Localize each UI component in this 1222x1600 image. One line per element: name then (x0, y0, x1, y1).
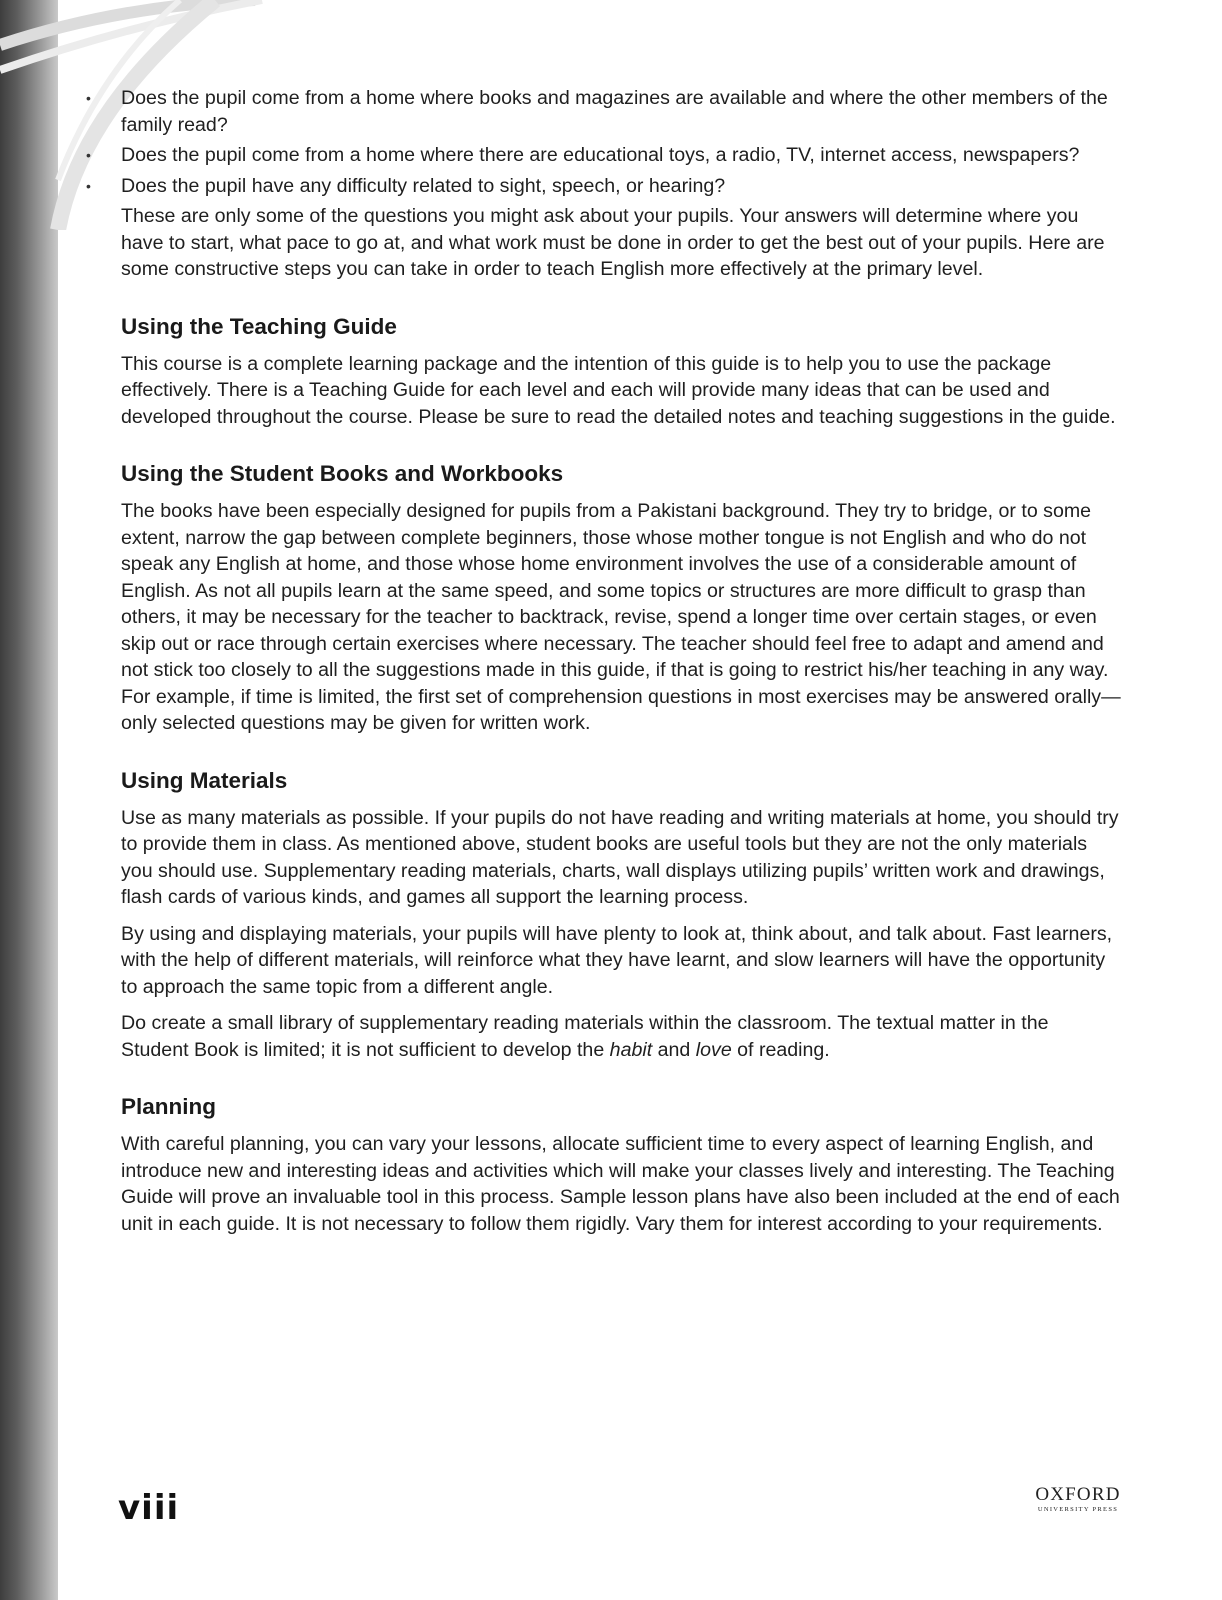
paragraph: Use as many materials as possible. If your pupils do not have reading and writing materials at home, you should try to provide them in class. As mentioned above, student books are useful tools but they are not the only materials you should use. Supplementary reading materials, charts, wall displays utilizing pupils’ written work and drawings, flash cards of various kinds, and games all support the learning process. (121, 806, 1119, 908)
publisher-subtitle: UNIVERSITY PRESS (1037, 1506, 1119, 1513)
list-item: • Does the pupil have any difficulty related to sight, speech, or hearing? (121, 173, 1121, 200)
text-run: Do create a small library of supplementary reading materials within the classroom. The textual matter in the Student Book is limited; it is not sufficient to develop the (121, 1012, 1049, 1061)
question-list (121, 85, 1121, 199)
text-run: and (652, 1038, 696, 1061)
list-item: • Does the pupil come from a home where books and magazines are available and where the other members of the family read? (121, 85, 1121, 138)
section-heading-teaching-guide: Using the Teaching Guide (121, 313, 397, 339)
intro-paragraph: These are only some of the questions you might ask about your pupils. Your answers will determine where you have to start, what pace to go at, and what work must be done in order to get the best out of your pupils. Here are some constructive steps you can take in order to teach English more effectively at the primary level. (121, 205, 1105, 280)
library-paragraph (121, 1010, 1121, 1063)
text-run: of reading. (731, 1038, 830, 1061)
page-content (121, 85, 1121, 1247)
emphasis-love: love (695, 1038, 732, 1061)
paragraph: This course is a complete learning package and the intention of this guide is to help you to use the package effectively. There is a Teaching Guide for each level and each will provide many ideas that can be used and developed throughout the course. Please be sure to read the detailed notes and teaching suggestions in the guide. (121, 352, 1116, 428)
publisher-logo (1028, 1485, 1128, 1514)
section-heading-planning: Planning (121, 1094, 216, 1119)
list-item: • Does the pupil come from a home where there are educational toys, a radio, TV, internet access, newspapers? (121, 142, 1121, 169)
page-number: viii (118, 1488, 180, 1528)
section-heading-materials: Using Materials (121, 767, 288, 793)
paragraph: By using and displaying materials, your pupils will have plenty to look at, think about, and talk about. Fast learners, with the help of different materials, will reinforce what they have learnt, and slow learners will have the opportunity to approach the same topic from a different angle. (121, 922, 1113, 998)
section-heading-student-books: Using the Student Books and Workbooks (121, 461, 564, 486)
paragraph: With careful planning, you can vary your lessons, allocate sufficient time to every aspect of learning English, and introduce new and interesting ideas and activities which will make your classes lively and interesting. The Teaching Guide will prove an invaluable tool in this process. Sample lesson plans have also been included at the end of each unit in each guide. It is not necessary to follow them rigidly. Vary them for interest according to your requirements. (121, 1133, 1120, 1235)
paragraph: The books have been especially designed for pupils from a Pakistani background. They try to bridge, or to some extent, narrow the gap between complete beginners, those whose mother tongue is not English and who do not speak any English at home, and those whose home environment involves the use of a considerable amount of English. As not all pupils learn at the same speed, and some topics or structures are more difficult to grasp than others, it may be necessary for the teacher to backtrack, revise, spend a longer time over certain stages, or even skip out or race through certain exercises where necessary. The teacher should feel free to adapt and amend and not stick too closely to all the suggestions made in this guide, if that is going to restrict his/her teaching in any way. For example, if time is limited, the first set of comprehension questions in most exercises may be answered orally—only selected questions may be given for written work. (121, 500, 1121, 734)
decorative-side-strip (0, 0, 58, 1600)
emphasis-habit: habit (609, 1038, 653, 1061)
publisher-name: OXFORD (1035, 1484, 1121, 1505)
